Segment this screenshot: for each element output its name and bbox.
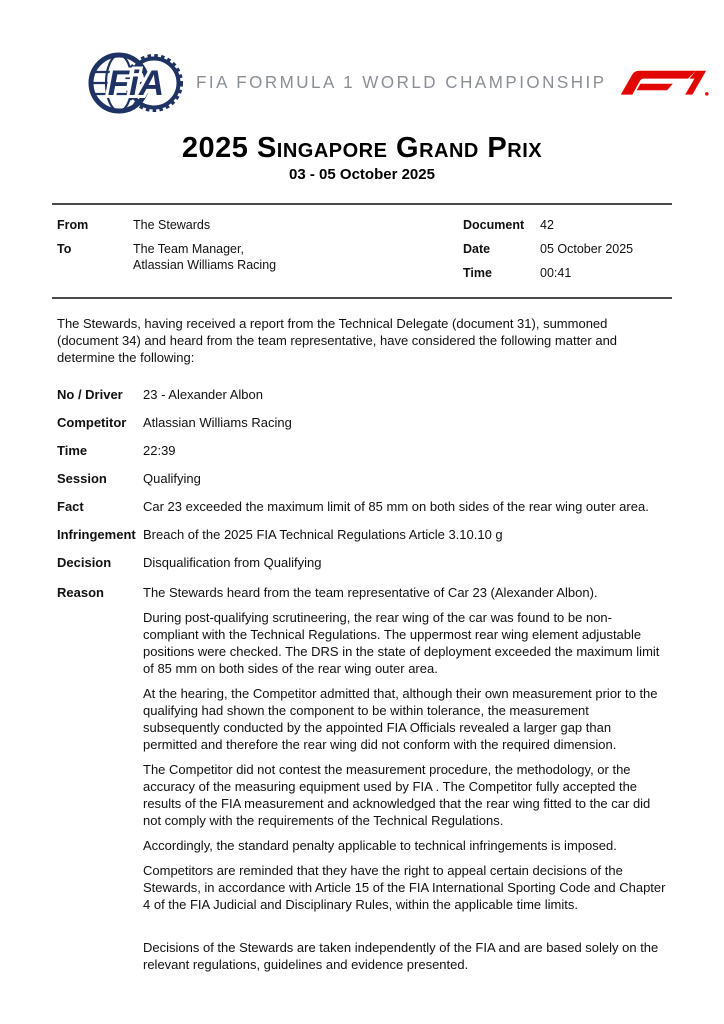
field-row-decision <box>57 554 667 571</box>
document-number: 42 <box>540 218 554 232</box>
reason-paragraph: Competitors are reminded that they have the right to appeal certain decisions of the Stewards, in accordance with Article 15 of the FIA International Sporting Code and Chapter 4 of the FIA Judicial and Disciplinary Rules, within the applicable time limits. <box>143 863 666 912</box>
field-value: Disqualification from Qualifying <box>143 555 322 570</box>
document-label: Document <box>463 218 525 232</box>
document-header <box>0 0 724 116</box>
reason-paragraph: At the hearing, the Competitor admitted that, although their own measurement prior to the qualifying had shown the component to be within tolerance, the measurement subsequently conducted by the appointed FIA Officials revealed a larger gap than permitted and therefore the rear wing did not conform with the required dimension. <box>143 686 658 752</box>
date-value: 05 October 2025 <box>540 242 634 256</box>
f1-logo-icon <box>615 66 709 100</box>
reason-paragraph: The Stewards heard from the team representative of Car 23 (Alexander Albon). <box>143 585 598 600</box>
fia-logo-icon <box>86 50 194 116</box>
to-value-line2: Atlassian Williams Racing <box>133 258 277 272</box>
meta-row-from <box>57 217 463 233</box>
intro-paragraph: The Stewards, having received a report from the Technical Delegate (document 31), summoned (document 34) and heard from the team representative, have considered the following matter and determine the following: <box>57 316 618 365</box>
meta-left-column <box>57 217 463 281</box>
field-value: Car 23 exceeded the maximum limit of 85 mm on both sides of the rear wing outer area. <box>143 499 649 514</box>
meta-row-time <box>463 265 672 281</box>
meta-row-to <box>57 241 463 273</box>
fia-logo-text: FiA <box>107 64 165 103</box>
field-label: Infringement <box>57 527 136 542</box>
meta-table <box>52 203 672 299</box>
date-label: Date <box>463 242 491 256</box>
from-label: From <box>57 218 89 232</box>
championship-title: FIA FORMULA 1 WORLD CHAMPIONSHIP <box>196 72 607 93</box>
field-value: 23 - Alexander Albon <box>143 387 263 402</box>
reason-paragraphs <box>143 584 667 981</box>
reason-paragraph: The Competitor did not contest the measurement procedure, the methodology, or the accuracy of the measuring equipment used by FIA . The Competitor fully accepted the results of the FIA measurement and acknowledged that the rear wing fitted to the car did not comply with the requirements of the Technical Regulations. <box>143 762 651 828</box>
reason-paragraph: Accordingly, the standard penalty applicable to technical infringements is imposed. <box>143 838 617 853</box>
to-value-line1: The Team Manager, <box>133 242 244 256</box>
field-row-infringement <box>57 526 667 543</box>
field-row-no-driver <box>57 386 667 403</box>
meta-row-date <box>463 241 672 257</box>
stewards-independence-note: Decisions of the Stewards are taken independently of the FIA and are based solely on the relevant regulations, guidelines and evidence presented. <box>143 940 659 972</box>
field-row-fact <box>57 498 667 515</box>
field-label: Session <box>57 471 107 486</box>
field-value: Breach of the 2025 FIA Technical Regulations Article 3.10.10 g <box>143 527 503 542</box>
field-value: Atlassian Williams Racing <box>143 415 292 430</box>
time-label: Time <box>463 266 492 280</box>
field-label: No / Driver <box>57 387 123 402</box>
field-value: 22:39 <box>143 443 176 458</box>
field-label: Fact <box>57 499 84 514</box>
to-label: To <box>57 242 72 256</box>
reason-section <box>57 584 667 981</box>
event-dates: 03 - 05 October 2025 <box>289 166 435 183</box>
reason-paragraph: During post-qualifying scrutineering, the rear wing of the car was found to be non-compliant with the Technical Regulations. The uppermost rear wing element adjustable positions were checked. The DRS in the state of deployment exceeded the maximum limit of 85 mm on both sides of the rear wing outer area. <box>143 610 660 676</box>
field-label: Competitor <box>57 415 127 430</box>
event-title: 2025 Singapore Grand Prix <box>181 132 543 164</box>
field-label: Decision <box>57 555 112 570</box>
field-row-competitor <box>57 414 667 431</box>
field-value: Qualifying <box>143 471 201 486</box>
reason-label: Reason <box>57 585 104 600</box>
from-value: The Stewards <box>133 218 211 232</box>
field-row-session <box>57 470 667 487</box>
meta-row-document <box>463 217 672 233</box>
field-row-time <box>57 442 667 459</box>
document-body <box>57 315 667 981</box>
meta-right-column <box>463 217 672 281</box>
field-label: Time <box>57 443 88 458</box>
event-title-block <box>0 132 724 183</box>
time-value: 00:41 <box>540 266 572 280</box>
to-value <box>133 241 463 273</box>
